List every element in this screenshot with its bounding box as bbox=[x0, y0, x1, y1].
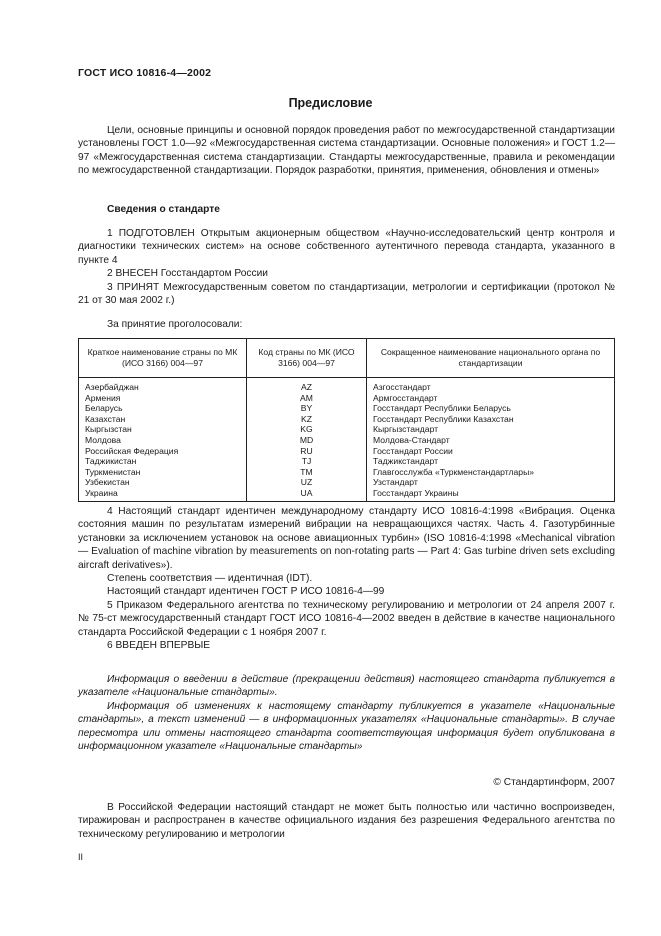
cell-country-name: Казахстан bbox=[79, 414, 247, 425]
cell-country-name: Украина bbox=[79, 488, 247, 501]
item-5: 5 Приказом Федерального агентства по техническому регулированию и метрологии от 24 апреля 2007 г. № 75-ст межгосударственный стандарт ГОСТ ИСО 10816-4—2002 введен в действие в качестве национального стандарта Российской Федерации с 1 ноября 2007 г. bbox=[78, 599, 615, 638]
info-heading: Сведения о стандарте bbox=[107, 204, 220, 215]
copyright: © Стандартинформ, 2007 bbox=[493, 777, 615, 788]
cell-country-name: Туркменистан bbox=[79, 467, 247, 478]
item-6: 6 ВВЕДЕН ВПЕРВЫЕ bbox=[107, 640, 211, 652]
table-row bbox=[79, 488, 615, 501]
cell-national-body: Главгосслужба «Туркменстандартлары» bbox=[367, 467, 615, 478]
table-row bbox=[79, 403, 615, 414]
header-country-code: Код страны по МК (ИСО 3166) 004—97 bbox=[247, 339, 367, 378]
cell-country-name: Молдова bbox=[79, 435, 247, 446]
cell-country-name: Узбекистан bbox=[79, 477, 247, 488]
cell-country-code: RU bbox=[247, 446, 367, 457]
cell-national-body: Армгосстандарт bbox=[367, 393, 615, 404]
table-row bbox=[79, 424, 615, 435]
items-a-section bbox=[78, 227, 615, 307]
info-section bbox=[78, 203, 615, 216]
table-row bbox=[79, 477, 615, 488]
note-publication: Информация о введении в действие (прекращении действия) настоящего стандарта публикуется в указателе «Национальные стандарты». bbox=[78, 674, 615, 699]
cell-national-body: Госстандарт Республики Казахстан bbox=[367, 414, 615, 425]
rights-section bbox=[78, 801, 615, 841]
table-row bbox=[79, 435, 615, 446]
cell-country-code: UA bbox=[247, 488, 367, 501]
item-4: 4 Настоящий стандарт идентичен международному стандарту ИСО 10816-4:1998 «Вибрация. Оценка состояния машин по результатам измерений вибрации на невращающихся частях. Часть 4. Газотурбинные установки за исключением установок на основе авиационных турбин» (ISO 10816-4:1998 «Mechanical vibration — Evaluation of machine vibration by measurements on non-rotating parts — Part 4: Gas turbine driven sets excluding aircraft derivatives»). bbox=[78, 506, 615, 571]
table-row bbox=[79, 467, 615, 478]
conformity-degree: Степень соответствия — идентичная (IDT). bbox=[107, 573, 313, 585]
table-row bbox=[79, 446, 615, 457]
cell-country-name: Беларусь bbox=[79, 403, 247, 414]
table-row bbox=[79, 456, 615, 467]
page-title: Предисловие bbox=[288, 96, 373, 110]
identical-standard: Настоящий стандарт идентичен ГОСТ Р ИСО 10816-4—99 bbox=[107, 586, 385, 598]
cell-country-code: KZ bbox=[247, 414, 367, 425]
cell-country-code: AZ bbox=[247, 378, 367, 393]
cell-national-body: Азгосстандарт bbox=[367, 378, 615, 393]
voted-section bbox=[78, 318, 615, 331]
cell-national-body: Госстандарт Республики Беларусь bbox=[367, 403, 615, 414]
votes-table-body bbox=[79, 378, 615, 502]
cell-country-name: Армения bbox=[79, 393, 247, 404]
cell-country-name: Кыргызстан bbox=[79, 424, 247, 435]
cell-country-code: AM bbox=[247, 393, 367, 404]
cell-country-code: TM bbox=[247, 467, 367, 478]
cell-country-code: MD bbox=[247, 435, 367, 446]
items-b-section bbox=[78, 505, 615, 652]
cell-country-name: Таджикистан bbox=[79, 456, 247, 467]
standard-code-header: ГОСТ ИСО 10816-4—2002 bbox=[78, 67, 212, 79]
note-changes: Информация об изменениях к настоящему стандарту публикуется в указателе «Национальные стандарты», а текст изменений — в информационных указателях «Национальные стандарты». В случае пересмотра или отмены настоящего стандарта соответствующая информация будет опубликована в информационном указателе «Национальные стандарты» bbox=[78, 700, 615, 753]
item-3: 3 ПРИНЯТ Межгосударственным советом по стандартизации, метрологии и сертификации (протокол № 21 от 30 мая 2002 г.) bbox=[78, 281, 615, 307]
cell-national-body: Госстандарт Украины bbox=[367, 488, 615, 501]
votes-table bbox=[78, 338, 615, 502]
item-2: 2 ВНЕСЕН Госстандартом России bbox=[107, 268, 268, 280]
cell-country-name: Российская Федерация bbox=[79, 446, 247, 457]
header-national-body: Сокращенное наименование национального органа по стандартизации bbox=[367, 339, 615, 378]
header-country-name: Краткое наименование страны по МК (ИСО 3166) 004—97 bbox=[79, 339, 247, 378]
cell-national-body: Узстандарт bbox=[367, 477, 615, 488]
intro-section bbox=[78, 124, 615, 178]
table-row bbox=[79, 393, 615, 404]
cell-country-code: TJ bbox=[247, 456, 367, 467]
cell-national-body: Молдова-Стандарт bbox=[367, 435, 615, 446]
cell-country-code: KG bbox=[247, 424, 367, 435]
table-row bbox=[79, 378, 615, 393]
cell-national-body: Таджикстандарт bbox=[367, 456, 615, 467]
page-number: II bbox=[78, 852, 84, 862]
intro-paragraph: Цели, основные принципы и основной порядок проведения работ по межгосударственной стандартизации установлены ГОСТ 1.0—92 «Межгосударственная система стандартизации. Основные положения» и ГОСТ 1.2—97 «Межгосударственная система стандартизации. Стандарты межгосударственные, правила и рекомендации по межгосударственной стандартизации. Порядок разработки, принятия, применения, обновления и отмены» bbox=[78, 125, 616, 177]
table-row bbox=[79, 414, 615, 425]
rights-notice: В Российской Федерации настоящий стандарт не может быть полностью или частично воспроизведен, тиражирован и распространен в качестве официального издания без разрешения Федерального агентства по техническому регулированию и метрологии bbox=[78, 802, 615, 840]
voted-label: За принятие проголосовали: bbox=[107, 319, 243, 330]
cell-country-name: Азербайджан bbox=[79, 378, 247, 393]
cell-national-body: Госстандарт России bbox=[367, 446, 615, 457]
cell-country-code: BY bbox=[247, 403, 367, 414]
cell-national-body: Кыргызстандарт bbox=[367, 424, 615, 435]
notes-section bbox=[78, 673, 615, 753]
copyright-section bbox=[78, 776, 615, 789]
item-1: 1 ПОДГОТОВЛЕН Открытым акционерным обществом «Научно-исследовательский центр контроля и диагностики технических систем» на основе собственного аутентичного перевода стандарта, указанного в пункте 4 bbox=[78, 228, 615, 266]
cell-country-code: UZ bbox=[247, 477, 367, 488]
table-header-row bbox=[79, 339, 615, 378]
